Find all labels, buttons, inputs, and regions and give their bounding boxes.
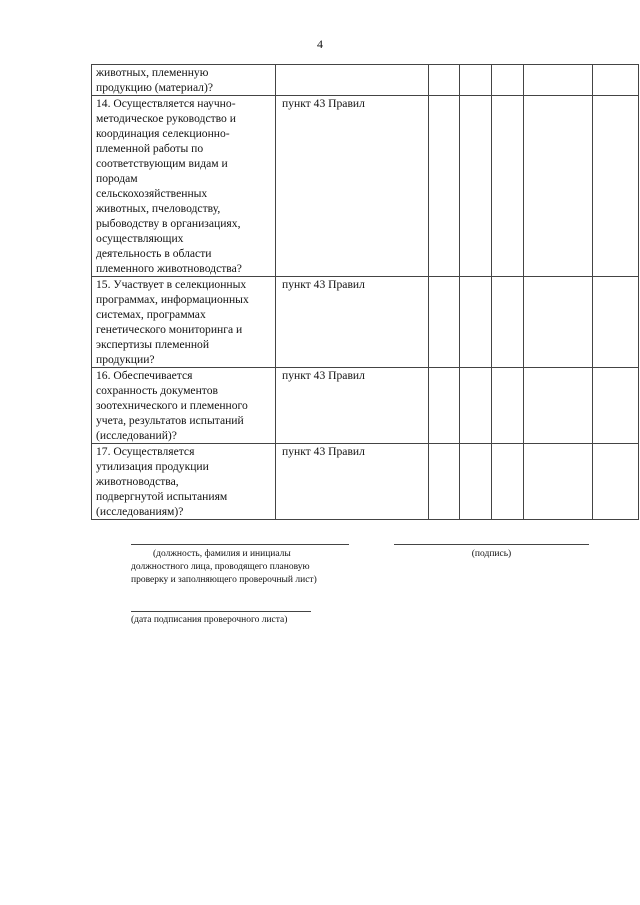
answer-cell xyxy=(460,444,492,520)
answer-cell xyxy=(524,65,593,96)
signature-line xyxy=(394,544,589,545)
comment-cell xyxy=(593,277,639,368)
answer-cell xyxy=(429,444,460,520)
reference-cell xyxy=(276,65,429,96)
answer-cell xyxy=(524,444,593,520)
question-cell: 15. Участвует в селекционных программах, информационных системах, программах генетического мониторинга и экспертизы племенной продукции? xyxy=(92,277,276,368)
answer-cell xyxy=(492,444,524,520)
position-caption: (должность, фамилия и инициалы должностного лица, проводящего плановую проверку и заполняющего проверочный лист) xyxy=(131,549,317,585)
table-row xyxy=(92,277,639,368)
comment-cell xyxy=(593,444,639,520)
reference-cell: пункт 43 Правил xyxy=(276,444,429,520)
answer-cell xyxy=(492,96,524,277)
comment-cell xyxy=(593,96,639,277)
table-row xyxy=(92,444,639,520)
table-row xyxy=(92,65,639,96)
answer-cell xyxy=(524,277,593,368)
question-cell: 16. Обеспечивается сохранность документов зоотехнического и племенного учета, результатов испытаний (исследований)? xyxy=(92,368,276,444)
answer-cell xyxy=(429,277,460,368)
reference-cell: пункт 43 Правил xyxy=(276,96,429,277)
answer-cell xyxy=(524,368,593,444)
answer-cell xyxy=(429,368,460,444)
question-cell: 14. Осуществляется научно- методическое руководство и координация селекционно- племенной работы по соответствующим видам и породам сельскохозяйственных животных, пчеловодству, рыбоводству в организациях, осуществляющих деятельность в области племенного животноводства? xyxy=(92,96,276,277)
answer-cell xyxy=(460,277,492,368)
answer-cell xyxy=(492,368,524,444)
table-row xyxy=(92,368,639,444)
answer-cell xyxy=(460,96,492,277)
answer-cell xyxy=(524,96,593,277)
answer-cell xyxy=(460,65,492,96)
table-row xyxy=(92,96,639,277)
question-cell: 17. Осуществляется утилизация продукции животноводства, подвергнутой испытаниям (исследованиям)? xyxy=(92,444,276,520)
answer-cell xyxy=(492,277,524,368)
answer-cell xyxy=(460,368,492,444)
answer-cell xyxy=(492,65,524,96)
position-signature-line xyxy=(131,544,349,545)
comment-cell xyxy=(593,65,639,96)
answer-cell xyxy=(429,65,460,96)
checklist-table xyxy=(91,64,639,520)
reference-cell: пункт 43 Правил xyxy=(276,277,429,368)
date-caption: (дата подписания проверочного листа) xyxy=(131,615,288,625)
answer-cell xyxy=(429,96,460,277)
date-signature-line xyxy=(131,611,311,612)
page-number: 4 xyxy=(317,37,323,51)
signature-caption: (подпись) xyxy=(471,549,512,559)
question-cell: животных, племенную продукцию (материал)? xyxy=(92,65,276,96)
reference-cell: пункт 43 Правил xyxy=(276,368,429,444)
comment-cell xyxy=(593,368,639,444)
